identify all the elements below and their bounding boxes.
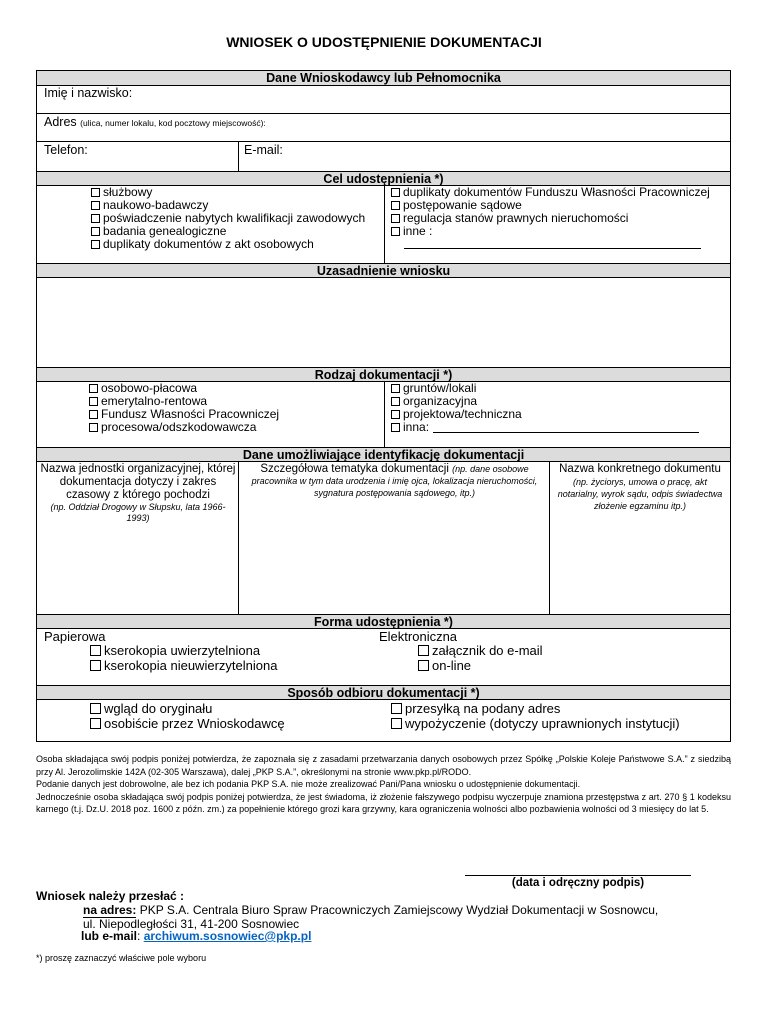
purpose-header: Cel udostępnienia *) [37, 171, 730, 186]
receipt-label: wypożyczenie (dotyczy uprawnionych instytucji) [405, 716, 680, 731]
send-email-label: lub e-mail [81, 929, 138, 943]
purpose-label: regulacja stanów prawnych nieruchomości [403, 211, 629, 225]
send-address-label: na adres: [83, 903, 137, 917]
form-paper-label: kserokopia nieuwierzytelniona [104, 658, 278, 673]
checkbox[interactable] [90, 645, 101, 656]
phone-field[interactable] [37, 142, 237, 171]
receipt-header: Sposób odbioru dokumentacji *) [37, 685, 730, 700]
form-electronic-label: załącznik do e-mail [432, 643, 543, 658]
purpose-label: naukowo-badawczy [103, 198, 209, 212]
checkbox[interactable] [418, 660, 429, 671]
id-col2-title: Szczegółowa tematyka dokumentacji [260, 463, 449, 475]
address-label: Adres [44, 115, 77, 129]
checkbox[interactable] [89, 423, 98, 432]
form-electronic-item[interactable] [418, 643, 543, 658]
id-col3-title: Nazwa konkretnego dokumentu [559, 463, 721, 475]
doc-type-item[interactable] [89, 421, 256, 434]
doc-type-label: osobowo-płacowa [101, 381, 198, 395]
doc-type-label: procesowa/odszkodowawcza [101, 420, 257, 434]
checkbox[interactable] [91, 201, 100, 210]
identification-header: Dane umożliwiające identyfikację dokumentacji [37, 447, 730, 462]
doc-type-label: organizacyjna [403, 394, 478, 408]
doc-type-label: gruntów/lokali [403, 381, 477, 395]
page-title: WNIOSEK O UDOSTĘPNIENIE DOKUMENTACJI [226, 34, 542, 50]
receipt-label: wgląd do oryginału [104, 701, 213, 716]
purpose-label: duplikaty dokumentów Funduszu Własności Pracowniczej [403, 185, 710, 199]
checkbox[interactable] [391, 423, 400, 432]
justification-field[interactable] [37, 278, 730, 367]
form-electronic-item[interactable] [418, 658, 471, 673]
paper-label: Papierowa [44, 629, 106, 644]
doc-type-label: inna: [403, 420, 430, 434]
send-email: lub e-mail: archiwum.sosnowiec@pkp.pl [81, 929, 312, 943]
checkbox[interactable] [391, 397, 400, 406]
name-label: Imię i nazwisko: [44, 86, 133, 100]
checkbox[interactable] [391, 410, 400, 419]
checkbox[interactable] [391, 384, 400, 393]
footnote: *) proszę zaznaczyć właściwe pole wyboru [36, 953, 207, 963]
checkbox[interactable] [91, 214, 100, 223]
receipt-item[interactable] [90, 701, 212, 716]
checkbox[interactable] [89, 384, 98, 393]
send-email-link[interactable]: archiwum.sosnowiec@pkp.pl [143, 929, 312, 943]
consent-p1: Osoba składająca swój podpis poniżej potwierdza, że zapoznała się z zasadami przetwarzania danych osobowych przez Spółkę „Polskie Koleje Państwowe S.A.” z siedzibą przy Al. Jerozolimskie 142A (02-305 Warszawa), dalej „PKP S.A.”, określonymi na stronie www.pkp.pl/RODO. [36, 754, 731, 777]
doc-type-other-line[interactable] [433, 432, 699, 433]
receipt-label: przesyłką na podany adres [405, 701, 561, 716]
checkbox[interactable] [89, 410, 98, 419]
address-hint: (ulica, numer lokalu, kod pocztowy miejscowość): [80, 118, 266, 128]
doc-type-label: emerytalno-rentowa [101, 394, 208, 408]
doc-type-label: Fundusz Własności Pracowniczej [101, 407, 280, 421]
receipt-item[interactable] [90, 716, 285, 731]
doc-type-label: projektowa/techniczna [403, 407, 522, 421]
receipt-item[interactable] [391, 701, 560, 716]
send-address-line1: PKP S.A. Centrala Biuro Spraw Pracowniczych Zamiejscowy Wydział Dokumentacji w Sosnowcu, [139, 903, 659, 917]
consent-text [36, 753, 731, 816]
receipt-item[interactable] [391, 716, 680, 731]
checkbox[interactable] [91, 240, 100, 249]
consent-p3: Jednocześnie osoba składająca swój podpis poniżej potwierdza, że jest świadoma, iż złożenie fałszywego podpisu wyczerpuje znamiona przestępstwa z art. 270 § 1 kodeksu karnego (t.j. Dz.U. 2018 poz. 1600 z późn. zm.) za popełnienie którego grozi kara grzywny, kara ograniczenia wolności albo pozbawienia wolności od 3 miesięcy do lat 5. [36, 791, 731, 814]
purpose-item[interactable] [391, 225, 432, 238]
consent-p2: Podanie danych jest dobrowolne, ale bez ich podania PKP S.A. nie może zrealizować Pani/Pana wniosku o udostępnienie dokumentacji. [36, 779, 581, 789]
electronic-label: Elektroniczna [379, 629, 458, 644]
purpose-label: poświadczenie nabytych kwalifikacji zawodowych [103, 211, 366, 225]
checkbox[interactable] [391, 227, 400, 236]
form-paper-item[interactable] [90, 643, 260, 658]
application-form [36, 70, 731, 742]
purpose-label: służbowy [103, 185, 153, 199]
checkbox[interactable] [391, 188, 400, 197]
purpose-item[interactable] [91, 238, 314, 251]
form-paper-label: kserokopia uwierzytelniona [104, 643, 261, 658]
send-address [83, 904, 658, 931]
id-col2[interactable] [242, 463, 547, 499]
form-electronic-label: on-line [432, 658, 472, 673]
address-field[interactable] [37, 114, 730, 141]
checkbox[interactable] [391, 718, 402, 729]
purpose-other-line[interactable] [404, 248, 701, 249]
email-label: E-mail: [244, 143, 283, 157]
id-col3[interactable] [552, 463, 728, 512]
checkbox[interactable] [391, 214, 400, 223]
checkbox[interactable] [90, 660, 101, 671]
signature-label: (data i odręczny podpis) [511, 877, 645, 889]
send-address-line2: ul. Niepodległości 31, 41-200 Sosnowiec [83, 917, 300, 931]
send-heading: Wniosek należy przesłać : [36, 889, 185, 903]
doc-type-header: Rodzaj dokumentacji *) [37, 367, 730, 382]
doc-type-item[interactable] [391, 421, 429, 434]
phone-label: Telefon: [44, 143, 88, 157]
id-col3-hint: (np. życiorys, umowa o pracę, akt notarialny, wyrok sądu, odpis świadectwa złożenie egzaminu itp.) [557, 477, 723, 511]
receipt-label: osobiście przez Wnioskodawcę [104, 716, 285, 731]
id-col1-hint: (np. Oddział Drogowy w Słupsku, lata 1966-1993) [50, 502, 226, 523]
checkbox[interactable] [391, 703, 402, 714]
name-field[interactable] [37, 86, 730, 113]
form-paper-item[interactable] [90, 658, 277, 673]
checkbox[interactable] [91, 227, 100, 236]
id-col1[interactable] [39, 463, 237, 524]
id-col1-title: Nazwa jednostki organizacyjnej, której dokumentacja dotyczy i zakres czasowy z którego pochodzi [40, 463, 236, 501]
signature-line[interactable] [465, 875, 691, 876]
purpose-label: duplikaty dokumentów z akt osobowych [103, 237, 314, 251]
id-col2-hint: (np. dane osobowe pracownika w tym data urodzenia i imię ojca, lokalizacja nieruchomości, sygnatura postępowania sądowego, itp.) [251, 464, 538, 498]
checkbox[interactable] [90, 718, 101, 729]
purpose-label: postępowanie sądowe [403, 198, 522, 212]
checkbox[interactable] [91, 188, 100, 197]
email-field[interactable] [239, 142, 730, 171]
purpose-label: inne : [403, 224, 433, 238]
checkbox[interactable] [90, 703, 101, 714]
checkbox[interactable] [89, 397, 98, 406]
checkbox[interactable] [391, 201, 400, 210]
form-type-header: Forma udostępnienia *) [37, 614, 730, 629]
purpose-label: badania genealogiczne [103, 224, 227, 238]
applicant-header: Dane Wnioskodawcy lub Pełnomocnika [37, 71, 730, 86]
justification-header: Uzasadnienie wniosku [37, 263, 730, 278]
checkbox[interactable] [418, 645, 429, 656]
